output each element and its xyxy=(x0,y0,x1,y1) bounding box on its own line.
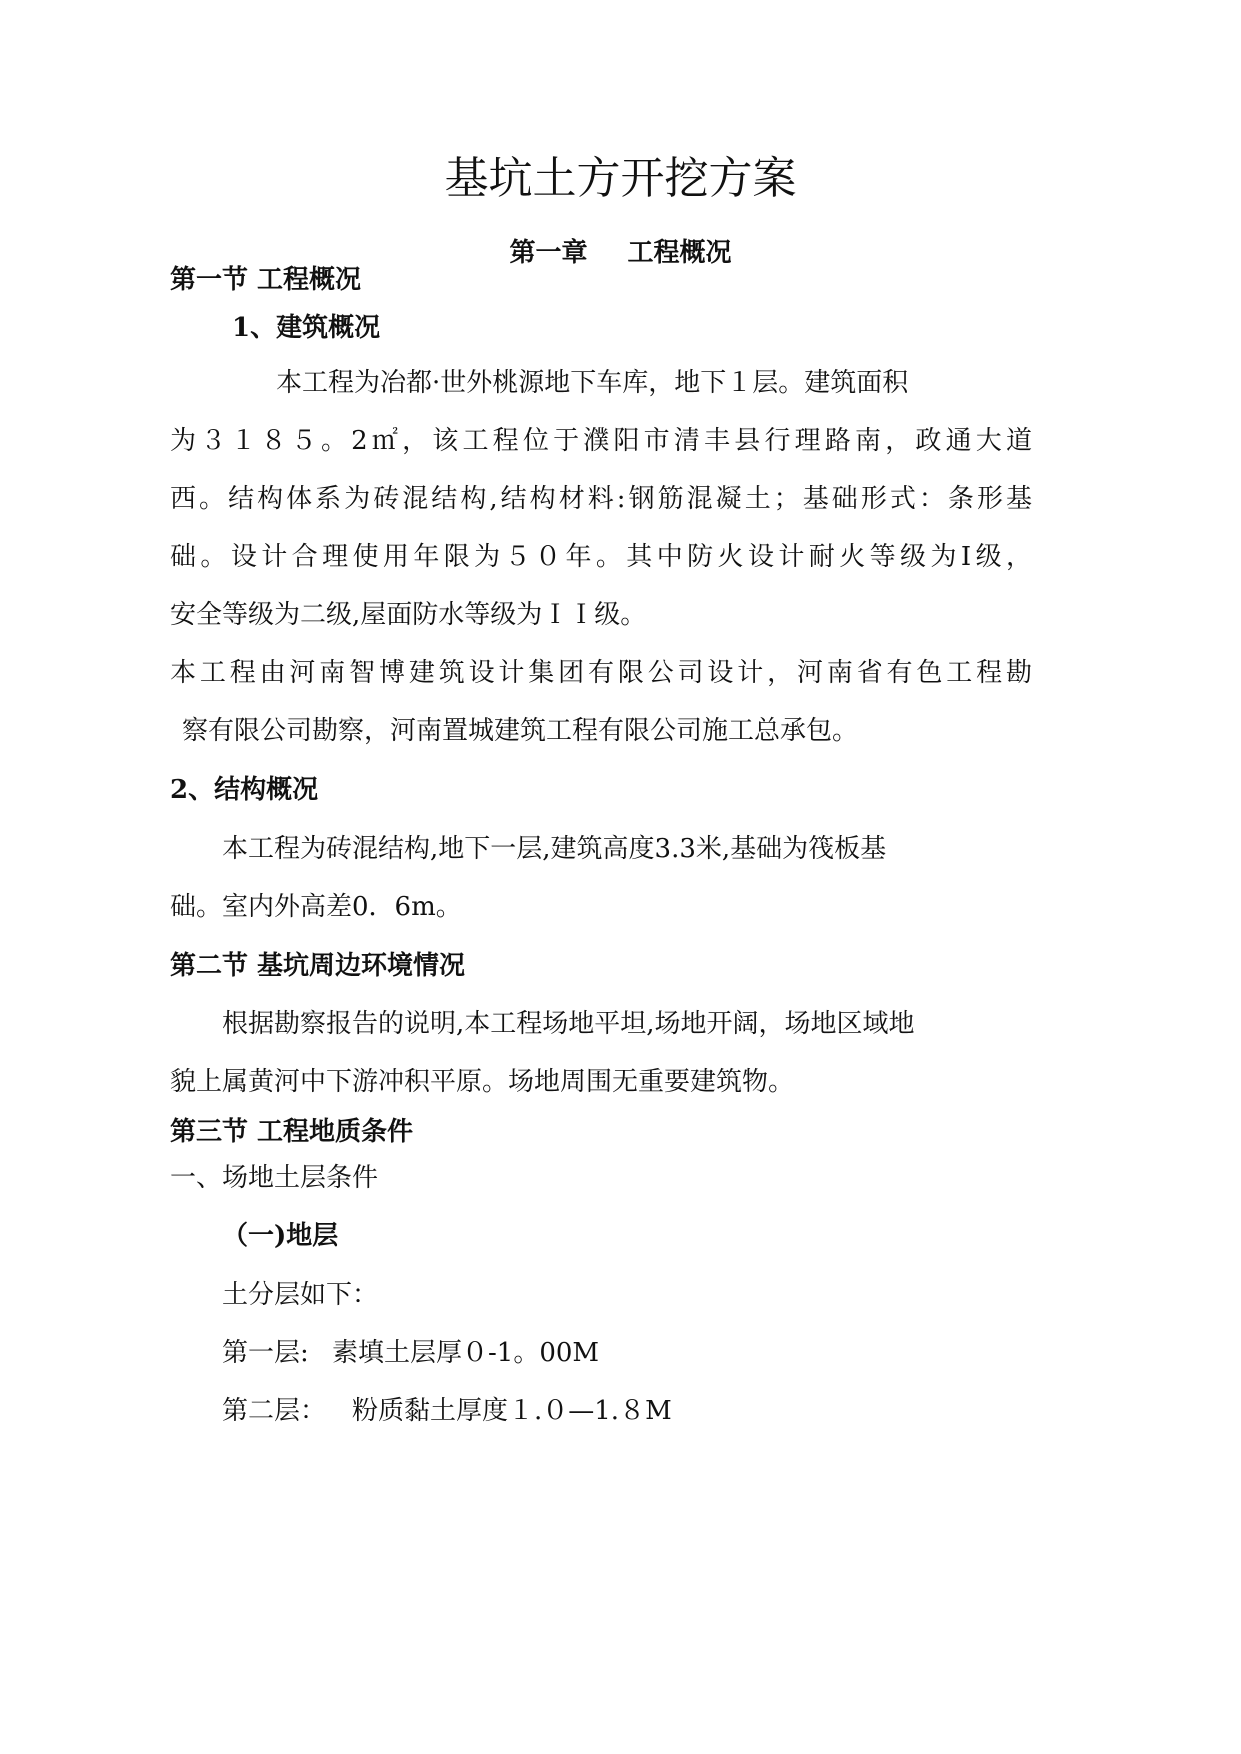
soil-layer-1-text: 素填土层厚０-1。00M xyxy=(332,1338,600,1368)
paragraph-line: 安全等级为二级,屋面防水等级为ＩＩ级。 xyxy=(170,600,647,630)
section-3-heading: 第三节 工程地质条件 xyxy=(170,1117,414,1147)
section-1-subheading-2: 2、结构概况 xyxy=(170,775,319,805)
soil-layer-2-text: 粉质黏土厚度１.０—1.８M xyxy=(352,1396,672,1426)
paragraph-line: 础。室内外高差0．6m。 xyxy=(170,892,462,922)
soil-layer-2-label: 第二层： xyxy=(222,1396,327,1426)
section-3-item-1: 一、场地土层条件 xyxy=(170,1163,379,1193)
paragraph-line: 本工程由河南智博建筑设计集团有限公司设计，河南省有色工程勘 xyxy=(170,658,1032,688)
paragraph-line: 本工程为冶都·世外桃源地下车库，地下１层。建筑面积 xyxy=(276,368,909,398)
paragraph-line: 为３１８５。2㎡，该工程位于濮阳市清丰县行理路南，政通大道 xyxy=(170,426,1032,456)
document-title: 基坑土方开挖方案 xyxy=(444,153,797,204)
paragraph-line: 根据勘察报告的说明,本工程场地平坦,场地开阔，场地区域地 xyxy=(222,1009,915,1039)
soil-intro: 土分层如下： xyxy=(222,1280,379,1310)
paragraph-line: 西。结构体系为砖混结构,结构材料:钢筋混凝土；基础形式：条形基 xyxy=(170,484,1032,514)
chapter-number: 第一章 xyxy=(509,238,588,268)
soil-layer-1-label: 第一层: xyxy=(222,1338,309,1368)
paragraph-line: 本工程为砖混结构,地下一层,建筑高度3.3米,基础为筏板基 xyxy=(222,834,887,864)
paragraph-line: 础。设计合理使用年限为５０年。其中防火设计耐火等级为Ⅰ级， xyxy=(170,542,1032,572)
section-1-heading: 第一节 工程概况 xyxy=(170,265,362,295)
section-2-heading: 第二节 基坑周边环境情况 xyxy=(170,951,466,981)
chapter-title: 工程概况 xyxy=(627,238,732,268)
section-1-subheading-1: 1、建筑概况 xyxy=(232,313,381,343)
paragraph-line: 察有限公司勘察，河南置城建筑工程有限公司施工总承包。 xyxy=(182,716,859,746)
section-3-subheading-1: （一)地层 xyxy=(222,1221,339,1251)
paragraph-line: 貌上属黄河中下游冲积平原。场地周围无重要建筑物。 xyxy=(170,1067,795,1097)
